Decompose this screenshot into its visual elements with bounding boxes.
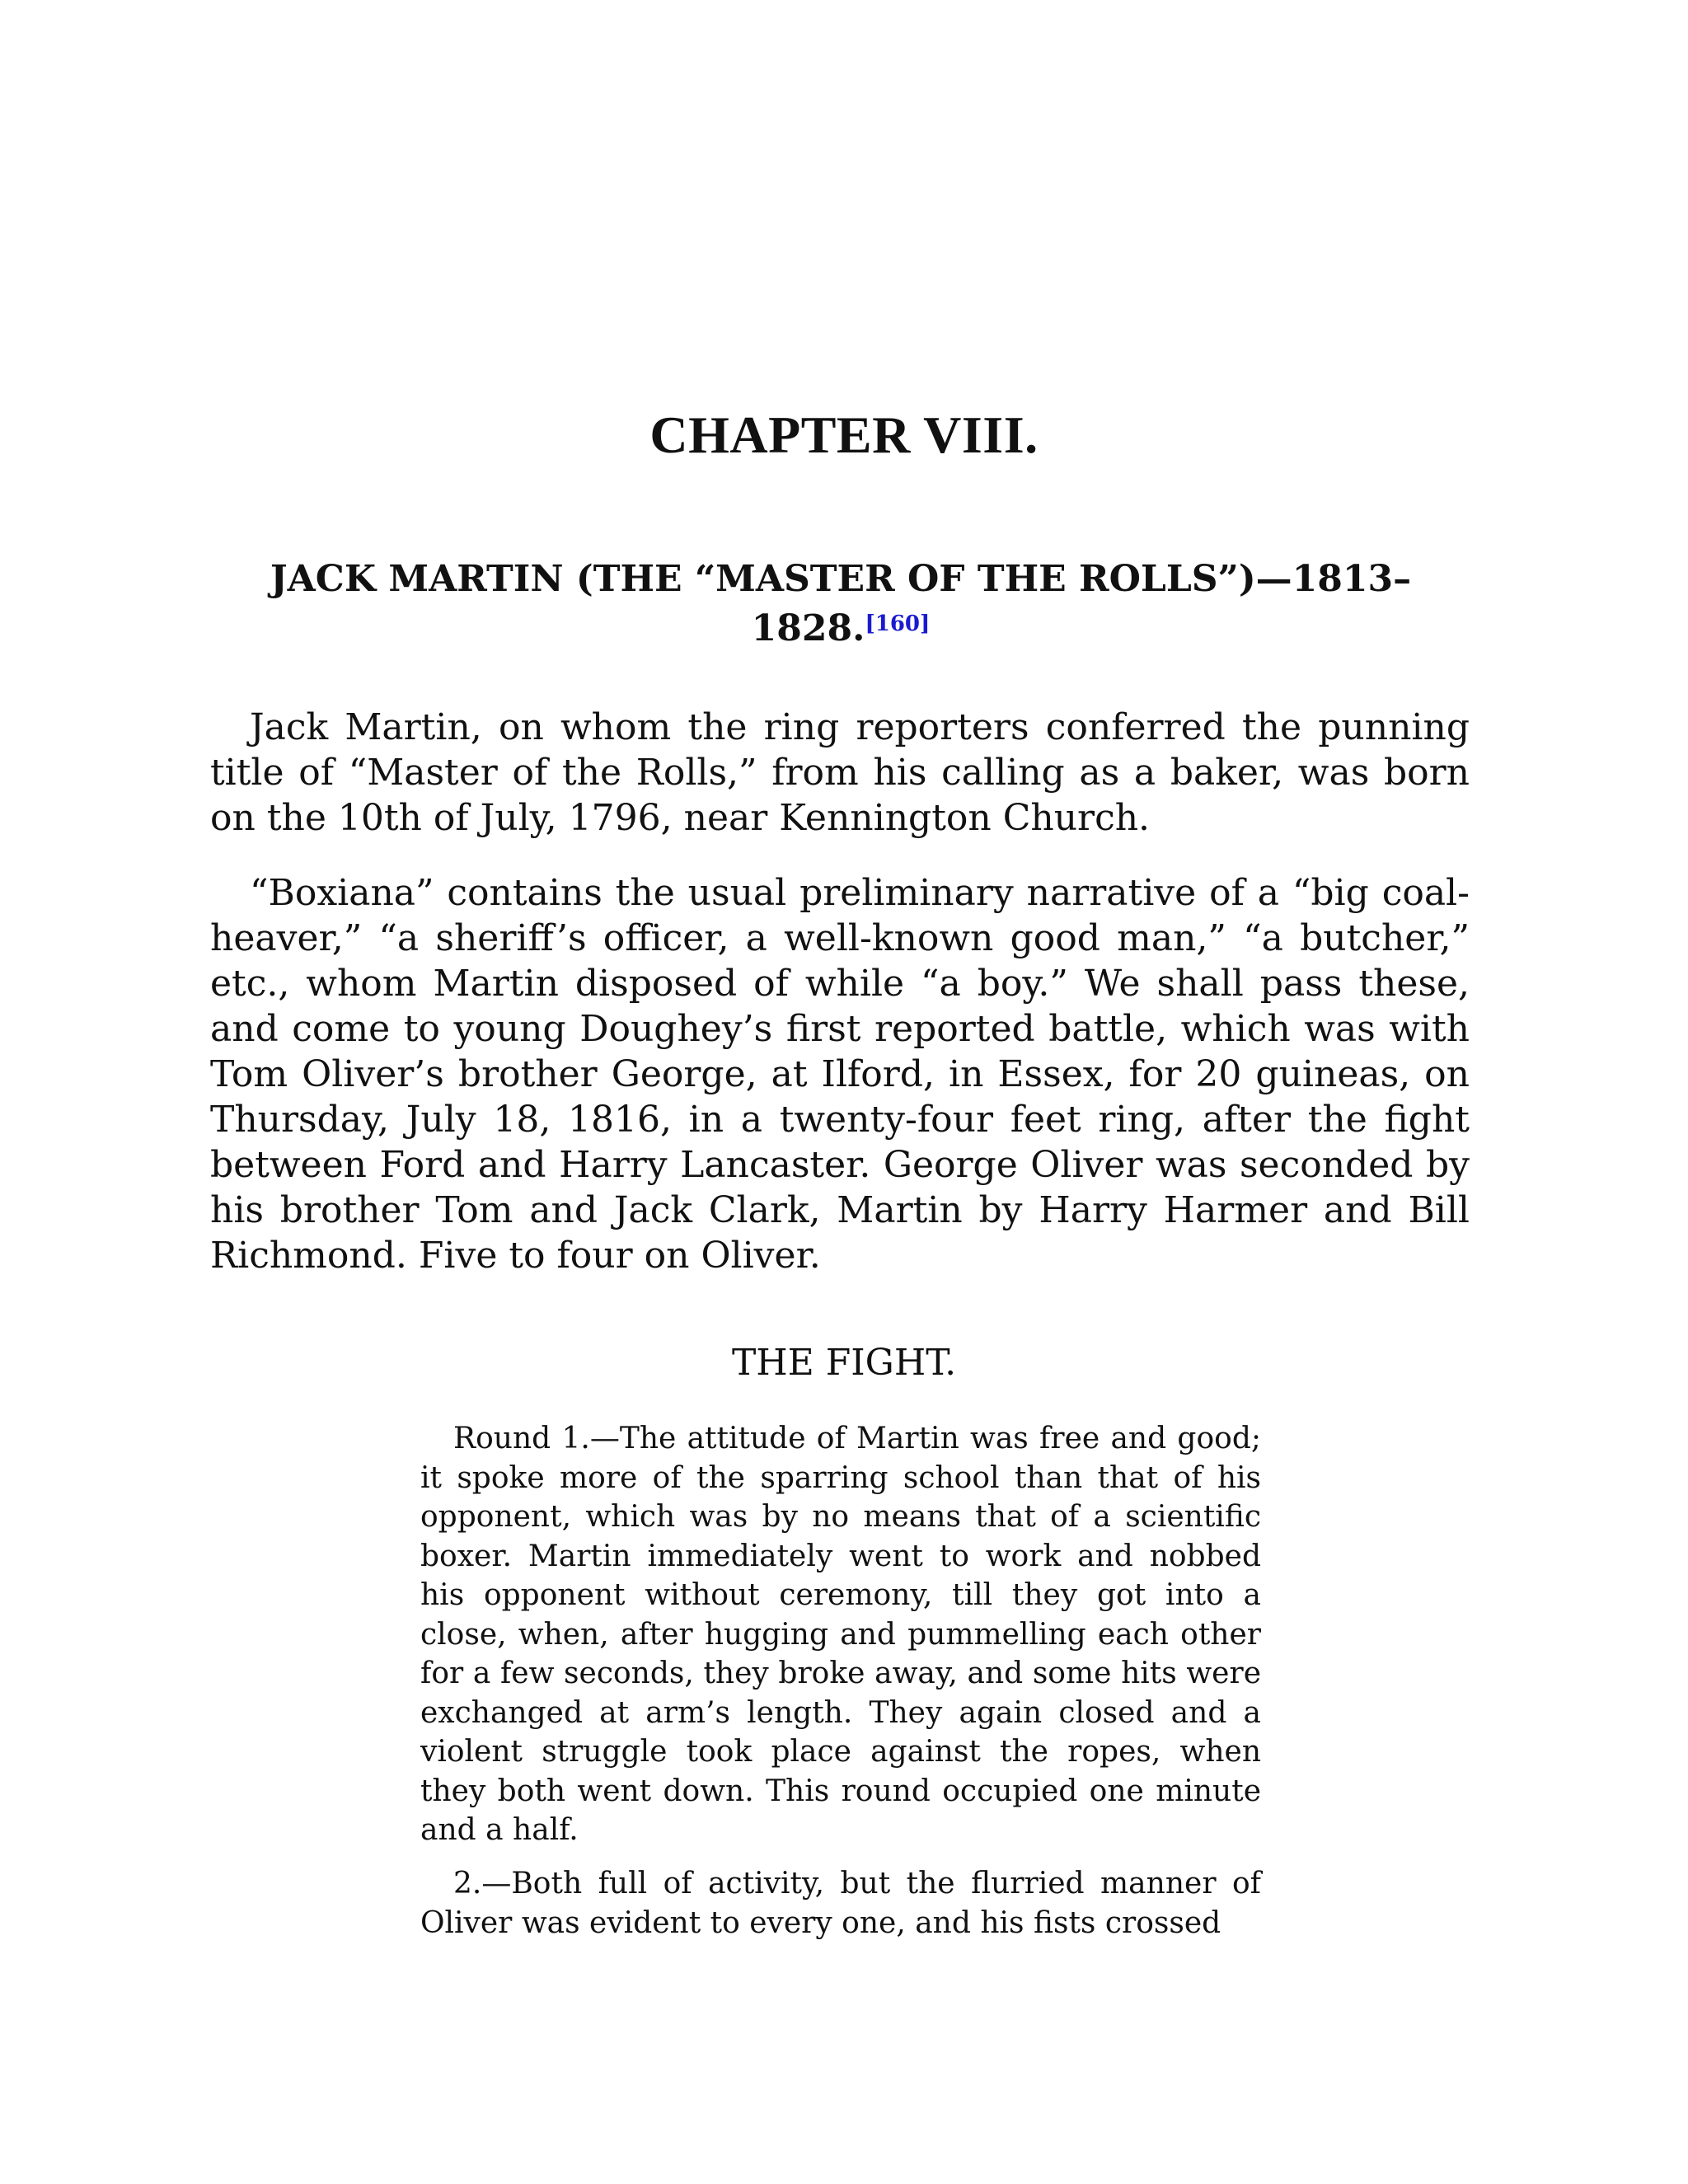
round-1-paragraph: Round 1.—The attitude of Martin was free and good; it spoke more of the sparring school than that of his opponent, which was by no means that of a scientific boxer. Martin immediately went to work and nobbed his opponent without ceremony, till they got into a close, when, after hugging and pummelling each other for a few seconds, they broke away, and some hits were exchanged at arm’s length. They again closed and a violent struggle took place against the ropes, when they both went down. This round occupied one minute and a half.: [420, 1422, 1261, 1847]
footnote-link[interactable]: [160]: [865, 612, 931, 636]
round-2-paragraph: 2.—Both full of activity, but the flurried manner of Oliver was evident to every one, and his fists crossed: [420, 1867, 1261, 1940]
section-heading: [210, 555, 1471, 654]
body-paragraph-1: Jack Martin, on whom the ring reporters conferred the punning title of “Master of the Rolls,” from his calling as a baker, was born on the 10th of July, 1796, near Kennington Church.: [210, 706, 1470, 839]
section-heading-line2-wrap: [210, 604, 1471, 654]
section-heading-line2: 1828.: [751, 607, 865, 649]
fight-heading: THE FIGHT.: [731, 1342, 957, 1384]
section-heading-line1: JACK MARTIN (THE “MASTER OF THE ROLLS”)—1813–: [270, 558, 1412, 600]
body-paragraph-2: “Boxiana” contains the usual preliminary narrative of a “big coal-heaver,” “a sheriff’s officer, a well-known good man,” “a butcher,” etc., whom Martin disposed of while “a boy.” We shall pass these, and come to young Doughey’s first reported battle, which was with Tom Oliver’s brother George, at Ilford, in Essex, for 20 guineas, on Thursday, July 18, 1816, in a twenty-four feet ring, after the fight between Ford and Harry Lancaster. George Oliver was seconded by his brother Tom and Jack Clark, Martin by Harry Harmer and Bill Richmond. Five to four on Oliver.: [210, 872, 1470, 1277]
chapter-title: CHAPTER VIII.: [649, 405, 1039, 464]
